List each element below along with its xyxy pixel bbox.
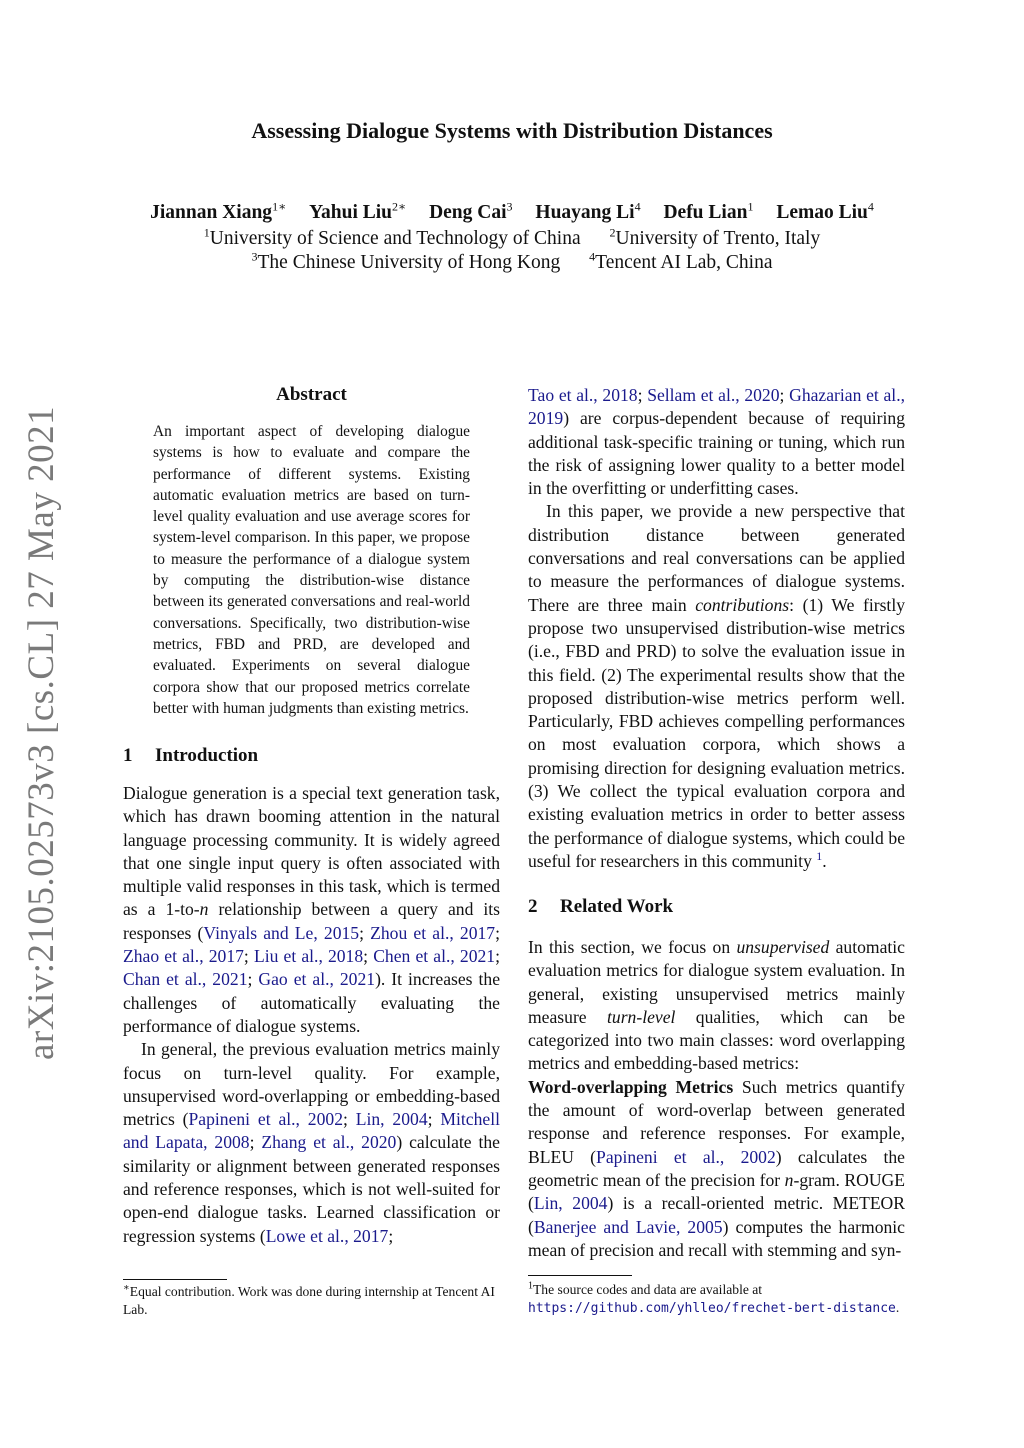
affiliation: $^3$The Chinese University of Hong Kong — [251, 249, 561, 273]
footnote-ref[interactable]: 1 — [816, 849, 823, 864]
abstract-text: An important aspect of developing dialogue systems is how to evaluate and compare the performance of different systems. Existing automatic evaluation metrics are based on turn-level quality evaluation and use average scores for system-level comparison. In this paper, we propose to measure the performance of a dialogue system by computing the distribution-wise distance between its generated conversations and real-world conversations. Specifically, two distribution-wise metrics, FBD and PRD, are developed and evaluated. Experiments on several dialogue corpora show that our proposed metrics correlate better with human judgments than existing metrics. — [153, 423, 470, 717]
author: Defu Lian$^1$ — [663, 199, 754, 223]
paragraph: In general, the previous evaluation metrics mainly focus on turn-level quality. For example, unsupervised word-overlapping or embedding-based metrics (Papineni et al., 2002; Lin, 2004; Mitchell and Lapata, 2008; Zhang et al., 2020) calculate the similarity or alignment between generated responses and reference responses, which is not well-suited for open-end dialogue tasks. Learned classification or regression systems (Lowe et al., 2017; — [123, 1039, 500, 1246]
paragraph: In this paper, we provide a new perspective that distribution distance between generated conversations and real conversations can be applied to measure the performances of dialogue systems. There are three main contributions: (1) We firstly propose two unsupervised distribution-wise metrics (i.e., FBD and PRD) to solve the evaluation issue in this field. (2) The experimental results show that the proposed distribution-wise metrics perform well. Particularly, FBD achieves compelling performances on most evaluation corpora, which shows a promising direction for designing evaluation metrics. (3) We collect the typical evaluation corpora and existing evaluation metrics in order to better assess the performance of dialogue systems, which could be useful for researchers in this community $^1$. — [528, 501, 906, 871]
source-code-url-link[interactable]: https://github.com/yhlleo/frechet-bert-distance — [528, 1301, 896, 1316]
author: Lemao Liu$^4$ — [776, 199, 874, 223]
author-list — [0, 199, 1024, 224]
citation-link[interactable]: Papineni et al., 2002 — [188, 1109, 343, 1130]
affiliation-line — [0, 249, 1024, 274]
paragraph: Tao et al., 2018; Sellam et al., 2020; Ghazarian et al., 2019) are corpus-dependent because of requiring additional task-specific training or tuning, which run the risk of assigning lower quality to a better model in the overfitting or underfitting cases. — [528, 385, 905, 499]
footnote-source-code: $^1$The source codes and data are available at https://github.com/yhlleo/frechet-bert-distance. — [528, 1280, 900, 1316]
citation-link[interactable]: Papineni et al., 2002 — [596, 1146, 776, 1167]
citation-link[interactable]: Chen et al., 2021 — [373, 946, 496, 967]
paragraph: Word-overlapping Metrics Such metrics quantify the amount of word-overlap between generated response and reference responses. For example, BLEU (Papineni et al., 2002) calculates the geometric mean of the precision for n-gram. ROUGE (Lin, 2004) is a recall-oriented metric. METEOR (Banerjee and Lavie, 2005) computes the harmonic mean of precision and recall with stemming and syn- — [528, 1076, 906, 1260]
section-heading-related-work: 2 Related Work — [528, 896, 674, 917]
paragraph-heading: Word-overlapping Metrics — [528, 1076, 734, 1097]
citation-link[interactable]: Ghazarian et al., 2019 — [528, 385, 905, 429]
citation-link[interactable]: Liu et al., 2018 — [253, 946, 364, 967]
citation-link[interactable]: Lin, 2004 — [355, 1109, 428, 1130]
citation-link[interactable]: Banerjee and Lavie, 2005 — [533, 1216, 723, 1237]
footnote-equal-contribution: ∗Equal contribution. Work was done during internship at Tencent AI Lab. — [123, 1282, 495, 1317]
citation-link[interactable]: Lin, 2004 — [533, 1193, 608, 1214]
affiliation: $^1$University of Science and Technology of China — [203, 225, 581, 249]
citation-link[interactable]: Vinyals and Le, 2015 — [203, 922, 360, 943]
citation-link[interactable]: Gao et al., 2021 — [258, 969, 376, 990]
author: Jiannan Xiang$^{1∗}$ — [150, 199, 287, 223]
author: Yahui Liu$^{2∗}$ — [309, 199, 407, 223]
citation-link[interactable]: Zhang et al., 2020 — [261, 1132, 397, 1153]
related-work-body — [528, 936, 905, 1262]
citation-link[interactable]: Sellam et al., 2020 — [647, 385, 780, 405]
author: Huayang Li$^4$ — [535, 199, 641, 223]
author: Deng Cai$^3$ — [429, 199, 513, 223]
introduction-body — [123, 782, 500, 1248]
arxiv-identifier-stamp: arXiv:2105.02573v3 [cs.CL] 27 May 2021 — [21, 405, 62, 1060]
affiliation: $^4$Tencent AI Lab, China — [589, 249, 773, 273]
paper-title: Assessing Dialogue Systems with Distribution Distances — [251, 118, 773, 143]
citation-link[interactable]: Zhou et al., 2017 — [370, 922, 496, 943]
citation-link[interactable]: Mitchell and Lapata, 2008 — [123, 1109, 500, 1153]
introduction-continued — [528, 384, 905, 873]
section-heading-introduction: 1 Introduction — [123, 745, 259, 766]
abstract-heading: Abstract — [276, 384, 347, 405]
footnote-rule — [123, 1279, 227, 1280]
citation-link[interactable]: Tao et al., 2018 — [528, 385, 638, 405]
paragraph: In this section, we focus on unsupervised automatic evaluation metrics for dialogue system evaluation. In general, existing unsupervised metrics mainly measure turn-level qualities, which can be categorized into two main classes: word overlapping metrics and embedding-based metrics: — [528, 937, 906, 1074]
citation-link[interactable]: Lowe et al., 2017 — [265, 1225, 389, 1246]
footnote-rule — [528, 1275, 632, 1276]
citation-link[interactable]: Zhao et al., 2017 — [123, 946, 244, 967]
citation-link[interactable]: Chan et al., 2021 — [123, 969, 248, 990]
affiliation-line — [0, 225, 1024, 250]
affiliation: $^2$University of Trento, Italy — [609, 225, 821, 249]
paragraph: Dialogue generation is a special text generation task, which has drawn booming attention in the natural language processing community. It is widely agreed that one single input query is often associated with multiple valid responses in this task, which is termed as a 1-to-n relationship between a query and its responses (Vinyals and Le, 2015; Zhou et al., 2017; Zhao et al., 2017; Liu et al., 2018; Chen et al., 2021; Chan et al., 2021; Gao et al., 2021). It increases the challenges of automatically evaluating the performance of dialogue systems. — [123, 783, 501, 1036]
